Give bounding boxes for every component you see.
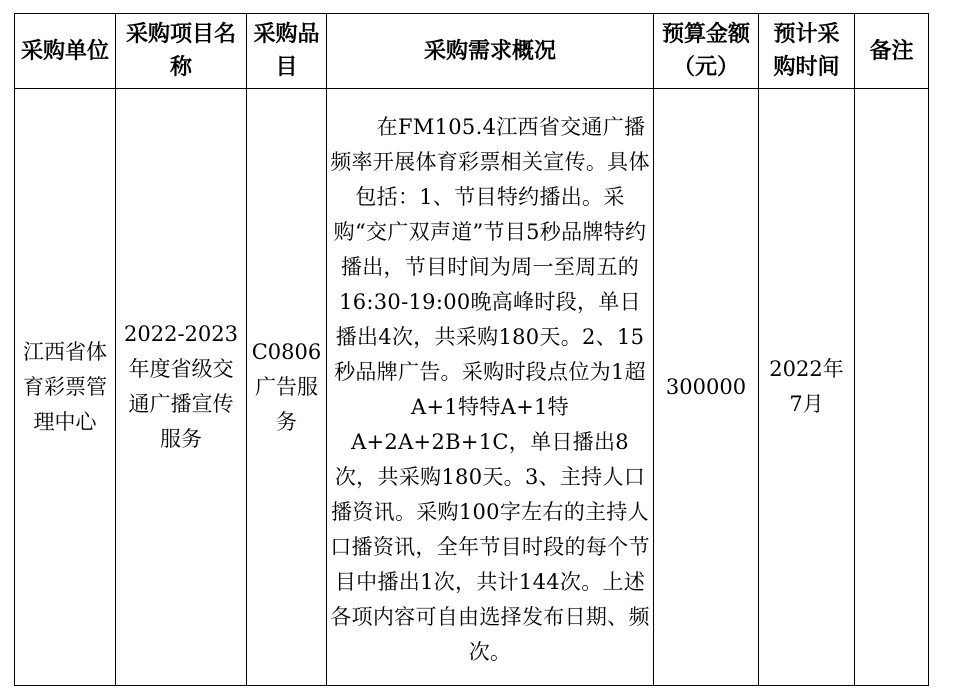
header-cell: 采购品目: [247, 14, 327, 89]
header-cell: 预计采购时间: [759, 14, 855, 89]
header-cell: 采购需求概况: [327, 14, 654, 89]
header-cell: 采购单位: [15, 14, 116, 89]
project-cell: 2022-2023年度省级交通广播宣传服务: [116, 89, 247, 686]
time-cell: 2022年7月: [759, 89, 855, 686]
remark-cell: [855, 89, 929, 686]
table-header-row: [15, 14, 929, 89]
header-cell: 备注: [855, 14, 929, 89]
header-cell: 预算金额（元）: [654, 14, 759, 89]
table-row: [15, 89, 929, 686]
header-cell: 采购项目名称: [116, 14, 247, 89]
item-cell: C0806广告服务: [247, 89, 327, 686]
unit-cell: 江西省体育彩票管理中心: [15, 89, 116, 686]
description-cell: 在FM105.4江西省交通广播频率开展体育彩票相关宣传。具体包括：1、节目特约播出。采购“交广双声道”节目5秒品牌特约播出，节目时间为周一至周五的16:30-19:00晚高峰时段，单日播出4次，共采购180天。2、15秒品牌广告。采购时段点位为1超A+1特特A+1特A+2A+2B+1C，单日播出8次，共采购180天。3、主持人口播资讯。采购100字左右的主持人口播资讯，全年节目时段的每个节目中播出1次，共计144次。上述各项内容可自由选择发布日期、频次。: [327, 89, 654, 686]
procurement-table: [14, 13, 929, 686]
budget-cell: 300000: [654, 89, 759, 686]
